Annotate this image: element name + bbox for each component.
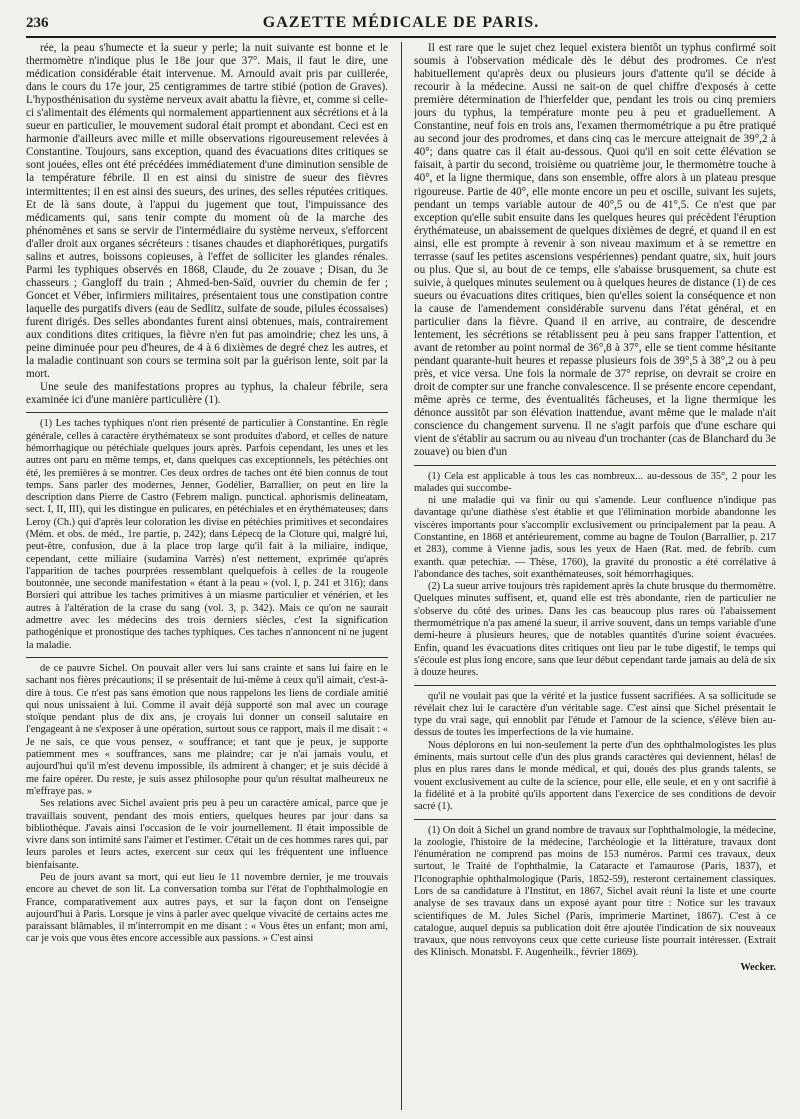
left-column (26, 42, 388, 1110)
author-signature: Wecker. (740, 961, 776, 973)
footnote: (1) Les taches typhiques n'ont rien présenté de particulier à Constantine. En règle générale, celles à caractère érythémateux se sont produites d'abord, et celles de nature hémorrhagique ou pétéchiale quelques jours après. Parfois cependant, les unes et les autres ont paru en même temps, et, dans quelques cas exceptionnels, les pétéchies ont été, les premières à se montrer. Ces deux ordres de taches ont été bien connus de tout temps. Sans parler des modernes, Jenner, Godélier, Barrallier, on peut en lire la description dans Pierre de Castro (Febrem malign. punctical. aphorismis delineatam, sect. I, II, III), qui les distingue en pulicares, en pétéchiales et en érythémateuses; dans Leroy (Ch.) qui d'après leur coloration les divise en pétéchies primitives et secondaires (Mém. et obs. de méd., 1re partie, p. 242); dans Lépecq de la Cloture qui, malgré lui, peut-être, confusion, due à la place trop large qu'il fait à la miliaire, indique, cependant, cette miliaire (sudamina Varrès) n'est nettement, exprimée qu'après l'apparition de taches pourprées ressemblant quelquefois à celles de la rougeole boutonnée, une seconde manifestation « étant à la peau » (vol. I, p. 241 et 316); dans Borsieri qui attribue les taches primitives à un miasme particulier et vénérien, et les autres à l'altération de la crase du sang (vol. 3, p. 342). Mais ce qu'on ne saurait admettre avec les médecins des trois derniers siècles, c'est la signification pathogénique et pronostique des taches typhiques. Ces taches n'annoncent ni ne jugent la maladie. (26, 418, 388, 651)
paragraph: Nous déplorons en lui non-seulement la perte d'un des ophthalmologistes les plus éminents, mais surtout celle d'un des plus grands caractères qui deviennent, hélas! de plus en plus rares dans le monde médical, et qui, doués des plus grands talents, se vouent exclusivement au culte de la science, pour elle, elle seule, et en y ont sacrifié à la fidélité et à la probité qu'ils apportent dans l'exercice de ses conditions de devoir sacré (1). (414, 739, 776, 813)
paragraph: rée, la peau s'humecte et la sueur y perle; la nuit suivante est bonne et le thermomètre n'indique plus le 18e jour que 37°. Mais, il faut le dire, une médication considérable était intervenue. M. Arnould avait pris par cuillerée, dans le cours du 17e jour, 25 centigrammes de tartre stibié (potion de Graves). L'hyposthénisation du système nerveux avait abattu la fièvre, et, comme si celle-ci s'alimentait des éléments qui normalement appartiennent aux sécrétions et à la sueur en particulier, le mouvement sudoral était prompt et abondant. Ceci est en harmonie d'ailleurs avec mille et mille observations rigoureusement relevées à Constantine. Toujours, sans exception, quand des évacuations dites critiques se sont jouées, elles ont été précédées immédiatement d'une diminution sensible de la température fébrile. Il en est ainsi du sinistre de sueur des fièvres intermittentes; il en est ainsi des sueurs, des urines, des selles réputées critiques. Et de là sans doute, à l'appui du jugement que tout, l'impuissance des médicaments qui, sans tenir compte du moment où de la marche des phénomènes et sans se servir de l'intermédiaire du système nerveux, s'efforcent d'aller droit aux organes sécréteurs : tisanes chaudes et diaphorétiques, purgatifs salins et autres, boissons copieuses, à l'effet de solliciter les glandes rénales. Parmi les typhiques observés en 1868, Claude, du 2e zouave ; Disan, du 3e chasseurs ; Gangloff du train ; Ahmed-ben-Saïd, ouvrier du chemin de fer ; Goncet et Véber, infirmiers militaires, présentaient tous une constipation contre laquelle des purgatifs divers (eau de Sedlitz, sulfate de soude, pilules écossaises) furent dirigés. Des selles abondantes furent ainsi obtenues, mais, contrairement aux conditions dites critiques, la fièvre n'en fut pas amoindrie; chez les uns, à peine diminuée pour peu d'heures, de 4 à 6 dixièmes de degré chez les autres, et la maladie continuant son cours se termina soit par la guérison lente, soit par la mort. (26, 42, 388, 381)
section-separator (414, 685, 776, 686)
text-columns (26, 42, 776, 1110)
footnote: (1) Cela est applicable à tous les cas nombreux... au-dessous de 35°, 2 pour les malades qui succombe- (414, 470, 776, 494)
footnote: (1) On doit à Sichel un grand nombre de travaux sur l'ophthalmologie, la médecine, la zoologie, l'histoire de la médecine, l'archéologie et la littérature, travaux dont l'énumération ne comprend pas moins de 153 numéros. Parmi ces travaux, deux surtout, le Traité de l'ophthalmie, la Cataracte et l'amaurose (Paris, 1837), et l'Iconographie ophthalmologique (Paris, 1852-59), resteront certainement classiques. Lors de sa candidature à l'Institut, en 1867, Sichel avait réuni la liste et une courte analyse de ses travaux dans un exposé ayant pour titre : Notice sur les travaux scientifiques de M. Jules Sichel (Paris, imprimerie Martinet, 1867). C'est à ce catalogue, auquel depuis sa publication doit être ajoutée l'indication de six nouveaux travaux, que nous renvoyons ceux que cette curieuse liste pourrait intéresser. (Extrait des Klinisch. Monatsbl. F. Augenheilk., février 1869). (414, 824, 776, 959)
right-column (414, 42, 776, 1110)
footnote: ni une maladie qui va finir ou qui s'amende. Leur confluence n'indique pas davantage qu'une diathèse s'est établie et que l'élimination morbide abandonne les viscères importants pour s'accomplir exclusivement ou principalement par la peau. A Constantine, en 1868 et antérieurement, comme au bagne de Toulon (Barrallier, p. 217 et 283), comme à Vienne jadis, sous les yeux de Haen (Rat. med. de febrib. cum exanth. quæ petechiæ. — Thèse, 1760), la gravité du pronostic a été corrélative à l'abondance des taches, soit exanthémateuses, soit hémorrhagiques. (414, 495, 776, 580)
journal-title: GAZETTE MÉDICALE DE PARIS. (262, 14, 540, 31)
paragraph: Une seule des manifestations propres au typhus, la chaleur fébrile, sera examinée ici d'une manière particulière (1). (26, 381, 388, 407)
footnote-separator (26, 412, 388, 413)
paragraph: Ses relations avec Sichel avaient pris peu à peu un caractère amical, parce que je travaillais souvent, pendant des mois entiers, quelques heures par jour dans sa bibliothèque. J'avais ainsi l'occasion de le voir journellement. Il était impossible de vivre dans son intimité sans l'aimer et l'estimer. C'était un de ces hommes rares qui, par leurs paroles et leurs actes, exercent sur ceux qui les fréquentent une influence bienfaisante. (26, 798, 388, 871)
paragraph: Peu de jours avant sa mort, qui eut lieu le 11 novembre dernier, je me trouvais encore au chevet de son lit. La conversation tomba sur l'état de l'ophthalmologie en France, comparativement aux autres pays, et sur la façon dont on l'enseigne aujourd'hui à Paris. Lorsque je vins à parler avec quelque vivacité de certains actes me paraissant blâmables, il m'interrompit en me disant : « Vous êtes un enfant; mon ami, car je vois que vous êtes encore accessible aux passions. » C'est ainsi (26, 872, 388, 945)
paragraph: qu'il ne voulait pas que la vérité et la justice fussent sacrifiées. A sa sollicitude se révélait chez lui le caractère d'un véritable sage. C'est ainsi que Sichel présentait le type du vrai sage, qui ennoblit par l'étude et l'amour de la science, s'élève bien au-dessus de toutes les imperfections de la vie humaine. (414, 690, 776, 739)
section-separator (26, 657, 388, 658)
paragraph: Il est rare que le sujet chez lequel existera bientôt un typhus confirmé soit soumis à l'observation médicale dès le début des prodromes. Ce n'est habituellement qu'après deux ou plusieurs jours d'attente qu'il se décide à recourir à la médecine. Aussi ne sait-on de quel chiffre d'exposés à cette première détermination de l'hierfelder que, pendant les trois ou cinq premiers jours du typhus, la température monte peu à peu et graduellement. A Constantine, neuf fois en trois ans, l'examen thermométrique a pu être pratiqué au second jour des prodromes, et dans cinq cas le mercure atteignait de 39°,2 à 40°; dans quatre cas il était au-dessous. Quoi qu'il en soit cette élévation se faisait, à partir du second, troisième ou quatrième jour, le thermomètre touche à 40°, et la ligne thermique, dans son ensemble, offre alors à un plateau presque rigoureuse. Partie de 40°, elle monte encore un peu et oscille, suivant les sujets, pendant un temps variable autour de 40°,5 ou de 41°,5. Ce n'est que par exception qu'elle subit ensuite dans les quelques heures qui précèdent l'éruption érythémateuse, un abaissement de quelques dixièmes de degré, et quand il en est ainsi, elle est prompte à revenir à son niveau maximum et à se remettre en terrasse (sauf les petites ascensions vespériennes) pendant quatre, six, huit jours ou plus. Que si, au bout de ce temps, elle s'abaisse brusquement, sa chute est suivie, à quelques minutes seulement ou à quelques heures de distance (1) de ces sueurs ou évacuations dites critiques, bien qu'elles soient la conséquence et non la cause de l'amendement considérable survenu dans l'état général, et en particulier dans la fièvre. Quand il en arrive, au contraire, de descendre lentement, les sécrétions se rétablissent peu à peu sans frapper l'attention, et avant de retomber au point normal de 36°,8 à 37°, elle se tient comme hésitante pendant quarante-huit heures et repasse plusieurs fois de 39°,5 à 38°,2 ou à peu près, et vice versa. Une fois la normale de 37° reprise, on devrait se croire en droit de compter sur une franche convalescence. Il se présente encore cependant, même après ce terme, des éventualités fâcheuses, et la ligne thermique les dénonce aussitôt par son élévation inattendue, avant même que le malade n'ait conscience du changement survenu. Il ne s'agit parfois que d'une eschare qui vient de s'établir au sacrum ou au niveau d'un trochanter (cas de Blanchard du 3e zouave) ou bien d'un (414, 42, 776, 459)
footnote-separator (414, 819, 776, 820)
page (26, 10, 776, 1110)
page-number: 236 (26, 15, 49, 31)
footnote-separator (414, 465, 776, 466)
paragraph: de ce pauvre Sichel. On pouvait aller vers lui sans crainte et sans lui faire en le sachant nos fières précautions; il se présentait de lui-même à ceux qu'il aimait, c'est-à-dire à tous. Ce n'est pas sans émotion que nous rappelons les liens de cordiale amitié qui nous unissaient à lui. Comme il avait déjà supporté son mal avec un courage stoïque pendant plus de dix ans, je croyais lui donner un conseil salutaire en l'engageant à ne s'exposer à une opération, surtout sous ce rapport, mais il me disait : « Je ne sais, ce que vous pensez, « souffrance; et tant que je peux, je supporte patiemment mes « souffrances, sans me plaindre; car je n'ai jamais voulu, et aujourd'hui qu'il m'est devenu impossible, ils admirent à changer; et je suis décidé à me faire opérer. Du reste, je suis assez philosophe pour qu'un résultat malheureux ne m'effraye pas. » (26, 662, 388, 797)
page-header (26, 10, 776, 38)
footnote: (2) La sueur arrive toujours très rapidement après la chute brusque du thermomètre. Quelques minutes suffisent, et, quand elle est très abondante, rien de particulier ne s'observe du côté des urines. Dans les cas beaucoup plus rares où l'abaissement thermométrique n'a pas amené la sueur, il arrive souvent, dans un temps variable d'une demi-heure à plusieurs heures, que de notables quantités d'urine soient évacuées. Enfin, quand les évacuations dites critiques ont lieu par le tube digestif, le temps qui s'écoule est plus long encore, sans que leur début cependant tarde jamais au delà de six à douze heures. (414, 581, 776, 679)
